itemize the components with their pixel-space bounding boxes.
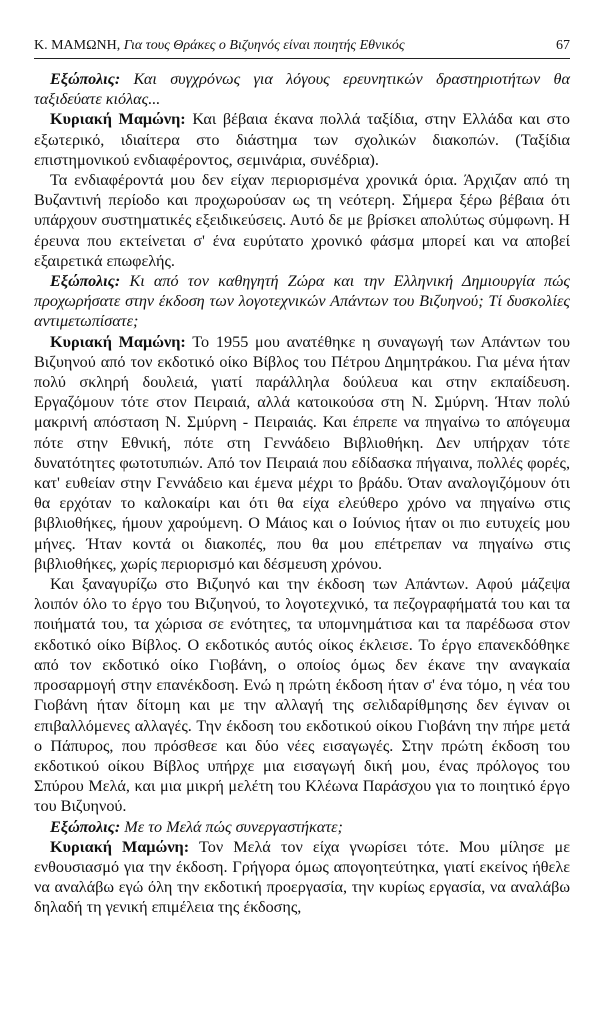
paragraph-text: Και συγχρόνως για λόγους ερευνητικών δραστηριοτήτων θα ταξιδεύατε κιόλας... [34, 70, 570, 109]
interviewer-label: Εξώπολις: [50, 272, 121, 291]
paragraph-text: Τον Μελά τον είχα γνωρίσει τότε. Μου μίλησε με ενθουσιασμό για την έκδοση. Γρήγορα όμως απογοητεύτηκα, γιατί εκείνος ήθελε να αναλάβω εγώ όλη την εκδοτική προεργασία, την κυρίως εργασία, να αναλάβω δηλαδή τη γενική επιμέλεια της έκδοσης, [34, 837, 570, 917]
paragraph-text: Και ξαναγυρίζω στο Βιζυηνό και την έκδοση των Απάντων. Αφού μάζεψα λοιπόν όλο το έργο του Βιζυηνού, το λογοτεχνικό, τα πεζογραφήματά του και τα ποιήματά του, τα χώρισα σε ενότητες, τα υπομνημάτισα και τα παρέδωσα στον εκδοτικό οίκο Βίβλος. Ο εκδοτικός αυτός οίκος έκλεισε. Το έργο επανεκδόθηκε από τον εκδοτικό οίκο Γιοβάνη, ο οποίος όμως δεν έκανε την αναγκαία προσαρμογή στην επανέκδοση. Ενώ η πρώτη έκδοση ήταν σ' ένα τόμο, η νέα του Γιοβάνη ήταν δίτομη και με την αλλαγή της σελιδαρίθμησης δεν έγιναν οι επιβαλλόμενες αλλαγές. Την έκδοση του εκδοτικού οίκου Γιοβάνη την πήρε μετά ο Πάπυρος, που πρόσθεσε και δύο νέες εισαγωγές. Στην πρώτη έκδοση του εκδοτικού οίκου Βίβλος υπήρχε μια εισαγωγή δική μου, ένας πρόλογος του Σπύρου Μελά, και μια μικρή μελέτη του Κλέωνα Παράσχου για το ποιητικό έργο του Βιζυηνού. [34, 575, 570, 816]
paragraph-text: Και βέβαια έκανα πολλά ταξίδια, στην Ελλάδα και στο εξωτερικό, ιδιαίτερα στο διάστημα των σχολικών διακοπών. (Ταξίδια επιστημονικού ενδιαφέροντος, σεμινάρια, συνέδρια). [34, 110, 570, 169]
answer-paragraph [34, 837, 570, 918]
question-paragraph [34, 69, 570, 109]
header-title: Για τους Θράκες ο Βιζυηνός είναι ποιητής Εθνικός [123, 38, 405, 53]
question-paragraph [34, 817, 570, 837]
interviewee-label: Κυριακή Μαμώνη: [50, 332, 186, 351]
paragraph-text: Με το Μελά πώς συνεργαστήκατε; [120, 817, 343, 836]
header-author: Κ. ΜΑΜΩΝΗ, [34, 38, 121, 53]
text-paragraph [34, 170, 570, 271]
question-paragraph [34, 271, 570, 332]
interviewer-label: Εξώπολις: [50, 70, 121, 88]
running-header [34, 38, 570, 59]
header-left [34, 38, 405, 54]
paragraph-text: Κι από τον καθηγητή Ζώρα και την Ελληνική Δημιουργία πώς προχωρήσατε στην έκδοση των λογοτεχνικών Απάντων του Βιζυηνού; Τί δυσκολίες αντιμετωπίσατε; [34, 272, 570, 331]
text-paragraph [34, 574, 570, 816]
answer-paragraph [34, 109, 570, 170]
interviewee-label: Κυριακή Μαμώνη: [50, 837, 190, 856]
interviewee-label: Κυριακή Μαμώνη: [50, 110, 186, 129]
answer-paragraph [34, 332, 570, 574]
interview-body [34, 69, 570, 918]
page-number: 67 [556, 38, 570, 53]
interviewer-label: Εξώπολις: [50, 817, 121, 836]
paragraph-text: Το 1955 μου ανατέθηκε η συναγωγή των Απάντων του Βιζυηνού από τον εκδοτικό οίκο Βίβλος του Πέτρου Δημητράκου. Για μένα ήταν πολύ σκληρή δουλειά, γιατί παράλληλα δούλευα και στην εκπαίδευση. Εργαζόμουν τότε στον Πειραιά, αλλά κατοικούσα στη Ν. Σμύρνη. Ήταν πολύ μακρινή απόσταση Ν. Σμύρνη - Πειραιάς. Και έπρεπε να πηγαίνω το απόγευμα πότε στην Εθνική, πότε στη Γεννάδειο Βιβλιοθήκη. Δεν υπήρχαν τότε δυνατότητες φωτοτυπιών. Από τον Πειραιά που εδίδασκα πήγαινα, πολλές φορές, κατ' ευθείαν στην Γεννάδειο και έμενα μέχρι το βράδυ. Όταν αναλογιζόμουν ότι θα ερχόταν το καλοκαίρι και ότι θα είχα ελεύθερο χρόνο να πηγαίνω στις βιβλιοθήκες, ήμουν χαρούμενη. Ο Μάιος και ο Ιούνιος ήταν οι πιο ευτυχείς μου μήνες. Ήταν κοντά οι διακοπές, που θα μου επέτρεπαν να πηγαίνω στις βιβλιοθήκες, χωρίς περιορισμό και δέσμευση χρόνου. [34, 332, 570, 573]
paragraph-text: Τα ενδιαφέροντά μου δεν είχαν περιορισμένα χρονικά όρια. Άρχιζαν από τη Βυζαντινή περίοδο και προχωρούσαν ως τη νεότερη. Σήμερα ξέρω βέβαια ότι υπάρχουν συστηματικές εξειδικεύσεις. Αυτό δε με βρίσκει απολύτως σύμφωνη. Η έρευνα που εκτείνεται σ' ένα ευρύτατο χρονικό φάσμα μπορεί και να αποβεί εξαιρετικά επωφελής. [34, 171, 570, 270]
